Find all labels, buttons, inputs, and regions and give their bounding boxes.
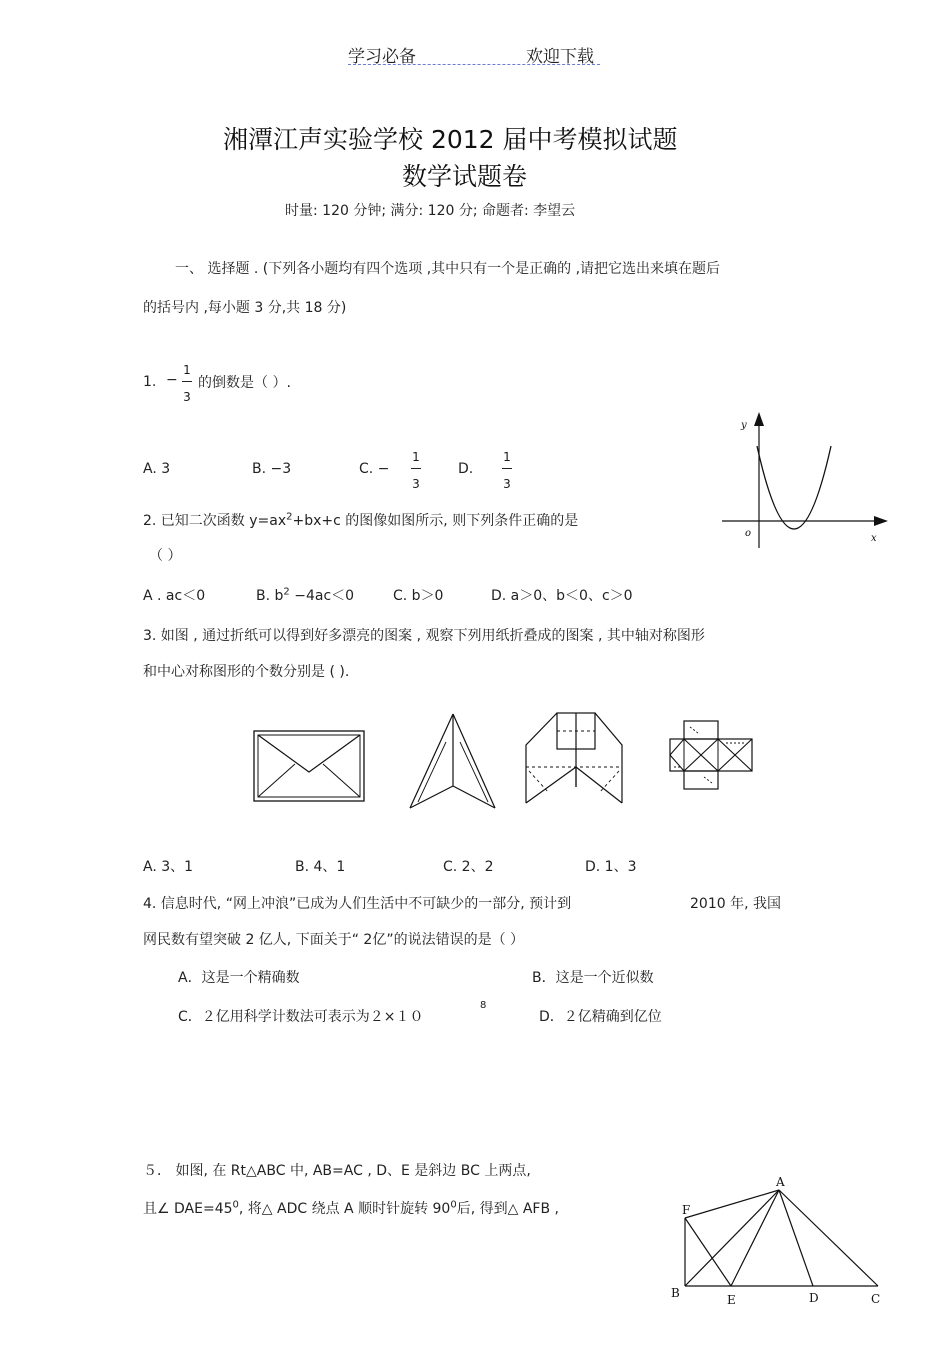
point-a-label: A <box>776 1175 785 1189</box>
q2-line1 <box>143 510 578 530</box>
boat-figure <box>524 711 624 807</box>
parabola-graph <box>718 410 898 550</box>
q5-deg2: 0 <box>450 1199 457 1211</box>
q5-line2-b: , 将△ ADC 绕点 A 顺时针旋转 90 <box>238 1201 451 1217</box>
q1-option-c-den: 3 <box>412 477 420 491</box>
q1-number: 1. <box>143 374 157 390</box>
header-right: 欢迎下载 <box>526 47 594 67</box>
point-d-label: D <box>809 1291 819 1305</box>
q1-frac-bar <box>182 381 192 382</box>
point-e-label: E <box>727 1293 736 1307</box>
q2-option-a: A . ac＜0 <box>143 588 206 604</box>
q3-option-d: D. 1、3 <box>585 859 637 875</box>
q1-option-b: B. −3 <box>252 461 292 477</box>
q2-option-b-b: −4ac＜0 <box>289 588 355 604</box>
q1-option-d-bar <box>502 468 512 469</box>
q1-frac-den: 3 <box>183 390 191 404</box>
q4-line1-year: 2010 年, 我国 <box>690 896 781 912</box>
q5-line2 <box>143 1198 559 1218</box>
page-subtitle: 数学试题卷 <box>402 162 528 191</box>
header-divider <box>348 64 600 65</box>
q1-option-a: A. 3 <box>143 461 171 477</box>
q4-line1: 4. 信息时代, “网上冲浪”已成为人们生活中不可缺少的一部分, 预计到 <box>143 896 572 912</box>
q1-option-c: C. − <box>359 461 390 477</box>
page-title: 湘潭江声实验学校 2012 届中考模拟试题 <box>223 125 678 154</box>
graph-origin-label: o <box>745 528 752 539</box>
q2-option-b-exp: 2 <box>283 586 290 598</box>
q3-option-b: B. 4、1 <box>295 859 346 875</box>
section-instructions-line2: 的括号内 ,每小题 3 分,共 18 分) <box>143 300 347 316</box>
q1-text: 的倒数是（ ）. <box>198 375 291 391</box>
q2-exponent: 2 <box>286 511 293 523</box>
exam-meta: 时量: 120 分钟; 满分: 120 分; 命题者: 李望云 <box>285 203 576 219</box>
q5-line1: ５． 如图, 在 Rt△ABC 中, AB=AC , D、E 是斜边 BC 上两点, <box>143 1163 531 1179</box>
q3-option-c: C. 2、2 <box>443 859 494 875</box>
q2-line1-a: 2. 已知二次函数 y=ax <box>143 513 287 529</box>
paper-plane-figure <box>408 712 498 812</box>
q5-deg1: 0 <box>232 1199 239 1211</box>
graph-y-label: y <box>741 420 747 431</box>
q2-option-c: C. b＞0 <box>393 588 444 604</box>
q2-option-d: D. a＞0、b＜0、c＞0 <box>491 588 633 604</box>
q1-option-c-bar <box>411 468 421 469</box>
q2-answer-bracket: （ ） <box>149 548 182 564</box>
graph-x-label: x <box>871 533 877 544</box>
q2-line1-b: +bx+c 的图像如图所示, 则下列条件正确的是 <box>292 513 579 529</box>
q1-minus: − <box>166 372 178 388</box>
q5-line2-c: 后, 得到△ AFB , <box>456 1201 559 1217</box>
q1-frac-num: 1 <box>183 363 191 377</box>
q4-option-c-exponent: 8 <box>480 1000 487 1011</box>
q1-option-d-num: 1 <box>503 450 511 464</box>
header-left: 学习必备 <box>348 47 416 67</box>
q4-line2: 网民数有望突破 2 亿人, 下面关于“ 2亿”的说法错误的是（ ） <box>143 932 525 948</box>
q1-option-d-den: 3 <box>503 477 511 491</box>
point-c-label: C <box>871 1292 881 1306</box>
q2-option-b-a: B. b <box>256 588 284 604</box>
q4-option-a: A．这是一个精确数 <box>178 970 300 986</box>
q4-option-d: D．２亿精确到亿位 <box>539 1009 662 1025</box>
q3-line1: 3. 如图 , 通过折纸可以得到好多漂亮的图案 , 观察下列用纸折叠成的图案 , 其中轴对称图形 <box>143 628 705 644</box>
q1-option-c-num: 1 <box>412 450 420 464</box>
pinwheel-figure <box>668 719 754 791</box>
q4-option-c: C．２亿用科学计数法可表示为２×１０ <box>178 1009 424 1025</box>
q3-line2: 和中心对称图形的个数分别是 ( ). <box>143 664 350 680</box>
q5-line2-a: 且∠ DAE=45 <box>143 1201 233 1217</box>
q1-option-d: D. <box>458 461 474 477</box>
triangle-figure <box>668 1172 890 1312</box>
q4-option-b: B．这是一个近似数 <box>532 970 654 986</box>
envelope-figure <box>253 730 365 802</box>
section-instructions-line1: 一、 选择题 . (下列各小题均有四个选项 ,其中只有一个是正确的 ,请把它选出来填在题后 <box>175 261 721 277</box>
point-b-label: B <box>671 1286 680 1300</box>
point-f-label: F <box>682 1203 691 1217</box>
q3-option-a: A. 3、1 <box>143 859 194 875</box>
q2-option-b <box>256 585 354 605</box>
